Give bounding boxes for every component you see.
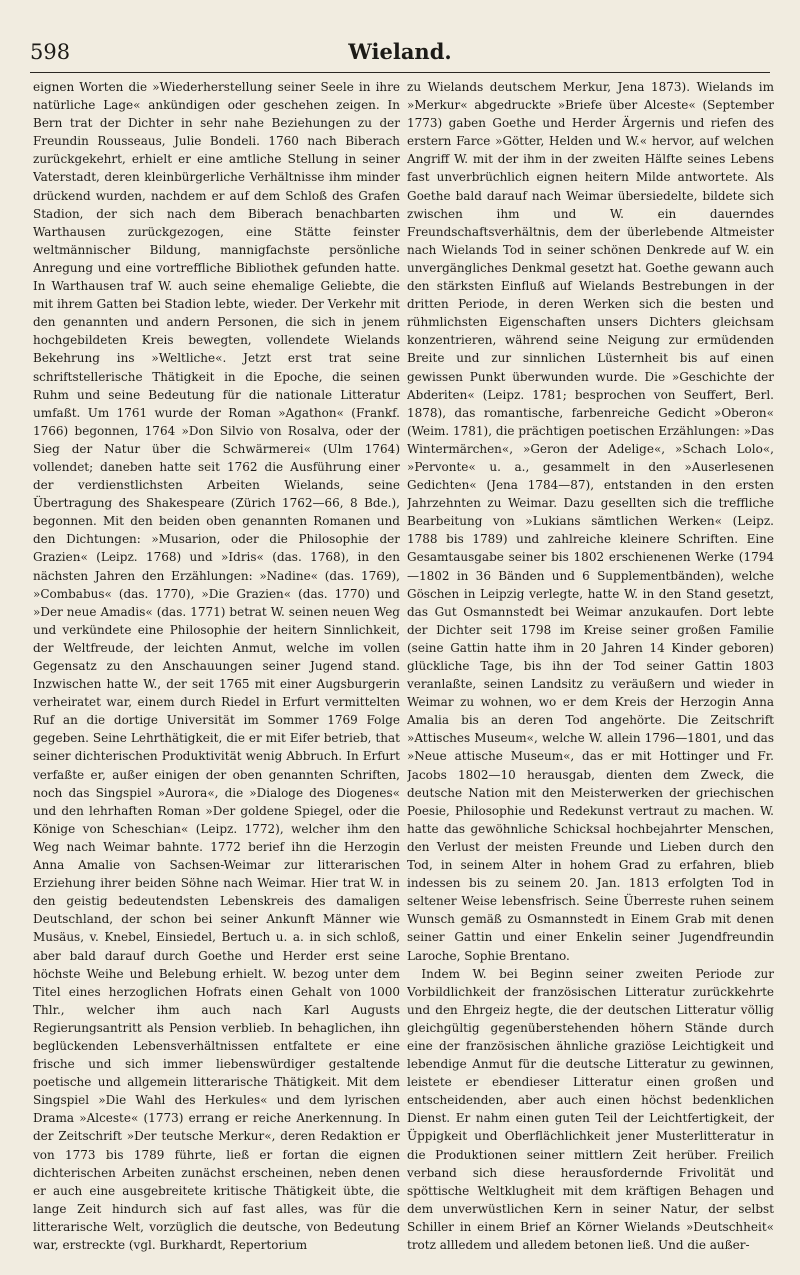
paragraph: Indem W. bei Beginn seiner zweiten Periode zur Vorbildlichkeit der französischen Litteratur zurückkehrte und den Ehrgeiz hegte, die der deutschen Litteratur völlig gleichgültig gegenüberstehenden höhern Stände durch eine der französischen ähnliche graziöse Leichtigkeit und lebendige Anmut für die deutsche Litteratur zu gewinnen, leistete er ebendieser Litteratur einen großen und entscheidenden, aber auch einen höchst bedenklichen Dienst. Er nahm einen guten Teil der Leichtfertigkeit, der Üppigkeit und Oberflächlichkeit jener Musterlitteratur in die Produktionen seiner mittlern Zeit herüber. Freilich verband sich diese herausfordernde Frivolität und spöttische Weltklugheit mit dem kräftigen Behagen und dem unverwüstlichen Kern in seiner Natur, der selbst Schiller in einem Brief an Körner Wielands »Deutschheit« trotz allledem und alledem betonen ließ. Und die außer- (407, 966, 774, 1252)
right-column (407, 78, 774, 1260)
running-title: Wieland. (348, 39, 452, 64)
paragraph: zu Wielands deutschem Merkur, Jena 1873). Wielands im »Merkur« abgedruckte »Briefe über Alceste« (September 1773) gaben Goethe und Herder Ärgernis und riefen des erstern Farce »Götter, Helden und W.« hervor, auf welchen Angriff W. mit der ihm in der zweiten Hälfte seines Lebens fast unverbrüchlich eignen heitern Milde antwortete. Als Goethe bald darauf nach Weimar übersiedelte, bildete sich zwischen ihm und W. ein dauerndes Freundschaftsverhältnis, dem der überlebende Altmeister nach Wielands Tod in seiner schönen Denkrede auf W. ein unvergängliches Denkmal gesetzt hat. Goethe gewann auch den stärksten Einfluß auf Wielands Bestrebungen in der dritten Periode, in deren Werken sich die besten und rühmlichsten Eigenschaften unsers Dichters gleichsam konzentrieren, während seine Neigung zur ermüdenden Breite und zur sinnlichen Lüsternheit bis auf einen gewissen Punkt überwunden wurde. Die »Geschichte der Abderiten« (Leipz. 1781; besprochen von Seuffert, Berl. 1878), das romantische, farbenreiche Gedicht »Oberon« (Weim. 1781), die prächtigen poetischen Erzählungen: »Das Wintermärchen«, »Geron der Adelige«, »Schach Lolo«, »Pervonte« u. a., gesammelt in den »Auserlesenen Gedichten« (Jena 1784—87), entstanden in den ersten Jahrzehnten zu Weimar. Dazu gesellten sich die treffliche Bearbeitung von »Lukians sämtlichen Werken« (Leipz. 1788 bis 1789) und zahlreiche kleinere Schriften. Eine Gesamtausgabe seiner bis 1802 erschienenen Werke (1794—1802 in 36 Bänden und 6 Supplementbänden), welche Göschen in Leipzig verlegte, hatte W. in den Stand gesetzt, das Gut Osmannstedt bei Weimar anzukaufen. Dort lebte der Dichter seit 1798 im Kreise seiner großen Familie (seine Gattin hatte ihm in 20 Jahren 14 Kinder geboren) glückliche Tage, bis ihn der Tod seiner Gattin 1803 veranlaßte, seinen Landsitz zu veräußern und wieder in Weimar zu wohnen, wo er dem Kreis der Herzogin Anna Amalia bis an deren Tod angehörte. Die Zeitschrift »Attisches Museum«, welche W. allein 1796—1801, und das »Neue attische Museum«, das er mit Hottinger und Fr. Jacobs 1802—10 herausgab, dienten dem Zweck, die deutsche Nation mit den Meisterwerken der griechischen Poesie, Philosophie und Redekunst vertraut zu machen. W. hatte das gewöhnliche Schicksal hochbejahrter Menschen, den Verlust der meisten Freunde und Lieben durch den Tod, in seinem Alter in hohem Grad zu erfahren, blieb indessen bis zu seinem 20. Jan. 1813 erfolgten Tod in seltener Weise lebensfrisch. Seine Überreste ruhen seinem Wunsch gemäß zu Osmannstedt in Einem Grab mit denen seiner Gattin und einer Enkelin seiner Jugendfreundin Laroche, Sophie Brentano. (407, 80, 774, 963)
page-number: 598 (30, 40, 71, 64)
paragraph: eignen Worten die »Wiederherstellung seiner Seele in ihre natürliche Lage« ankündigen oder geschehen zeigen. In Bern trat der Dichter in sehr nahe Beziehungen zu der Freundin Rousseaus, Julie Bondeli. 1760 nach Biberach zurückgekehrt, erhielt er eine amtliche Stellung in seiner Vaterstadt, deren kleinbürgerliche Verhältnisse ihm minder drückend wurden, nachdem er auf dem Schloß des Grafen Stadion, der sich nach dem Biberach benachbarten Warthausen zurückgezogen, eine Stätte feinster weltmännischer Bildung, mannigfachste persönliche Anregung und eine vortreffliche Bibliothek gefunden hatte. In Warthausen traf W. auch seine ehemalige Geliebte, die mit ihrem Gatten bei Stadion lebte, wieder. Der Verkehr mit den genannten und andern Personen, die sich in jenem hochgebildeten Kreis bewegten, vollendete Wielands Bekehrung ins »Weltliche«. Jetzt erst trat seine schriftstellerische Thätigkeit in die Epoche, die seinen Ruhm und seine Bedeutung für die nationale Litteratur umfaßt. Um 1761 wurde der Roman »Agathon« (Frankf. 1766) begonnen, 1764 »Don Silvio von Rosalva, oder der Sieg der Natur über die Schwärmerei« (Ulm 1764) vollendet; daneben hatte seit 1762 die Ausführung einer der verdienstlichsten Arbeiten Wielands, seine Übertragung des Shakespeare (Zürich 1762—66, 8 Bde.), begonnen. Mit den beiden oben genannten Romanen und den Dichtungen: »Musarion, oder die Philosophie der Grazien« (Leipz. 1768) und »Idris« (das. 1768), in den nächsten Jahren den Erzählungen: »Nadine« (das. 1769), »Combabus« (das. 1770), »Die Grazien« (das. 1770) und »Der neue Amadis« (das. 1771) betrat W. seinen neuen Weg und verkündete eine Philosophie der heitern Sinnlichkeit, der Weltfreude, der leichten Anmut, welche im vollen Gegensatz zu den Anschauungen seiner Jugend stand. Inzwischen hatte W., der seit 1765 mit einer Augsburgerin verheiratet war, einem durch Riedel in Erfurt vermittelten Ruf an die dortige Universität im Sommer 1769 Folge gegeben. Seine Lehrthätigkeit, die er mit Eifer betrieb, that seiner dichterischen Produktivität wenig Abbruch. In Erfurt verfaßte er, außer einigen der oben genannten Schriften, noch das Singspiel »Aurora«, die »Dialoge des Diogenes« und den lehrhaften Roman »Der goldene Spiegel, oder die Könige von Scheschian« (Leipz. 1772), welcher ihm den Weg nach Weimar bahnte. 1772 berief ihn die Herzogin Anna Amalie von Sachsen-Weimar zur litterarischen Erziehung ihrer beiden Söhne nach Weimar. Hier trat W. in den geistig bedeutendsten Lebenskreis des damaligen Deutschland, der schon bei seiner Ankunft Männer wie Musäus, v. Knebel, Einsiedel, Bertuch u. a. in sich schloß, aber bald darauf durch Goethe und Herder erst seine höchste Weihe und Belebung erhielt. W. bezog unter dem Titel eines herzoglichen Hofrats einen Gehalt von 1000 Thlr., welcher ihm auch nach Karl Augusts Regierungsantritt als Pension verblieb. In behaglichen, ihn beglückenden Lebensverhältnissen entfaltete er eine frische und sich immer liebenswürdiger gestaltende poetische und allgemein litterarische Thätigkeit. Mit dem Singspiel »Die Wahl des Herkules« und dem lyrischen Drama »Alceste« (1773) errang er reiche Anerkennung. In der Zeitschrift »Der teutsche Merkur«, deren Redaktion er von 1773 bis 1789 führte, ließ er fortan die eignen dichterischen Arbeiten zunächst erscheinen, neben denen er auch eine ausgebreitete kritische Thätigkeit übte, die lange Zeit hindurch sich auf fast alles, was für die litterarische Welt, vorzüglich die deutsche, von Bedeutung war, erstreckte (vgl. Burkhardt, Repertorium (33, 80, 400, 1252)
page-header (30, 36, 770, 73)
left-column (33, 78, 400, 1260)
